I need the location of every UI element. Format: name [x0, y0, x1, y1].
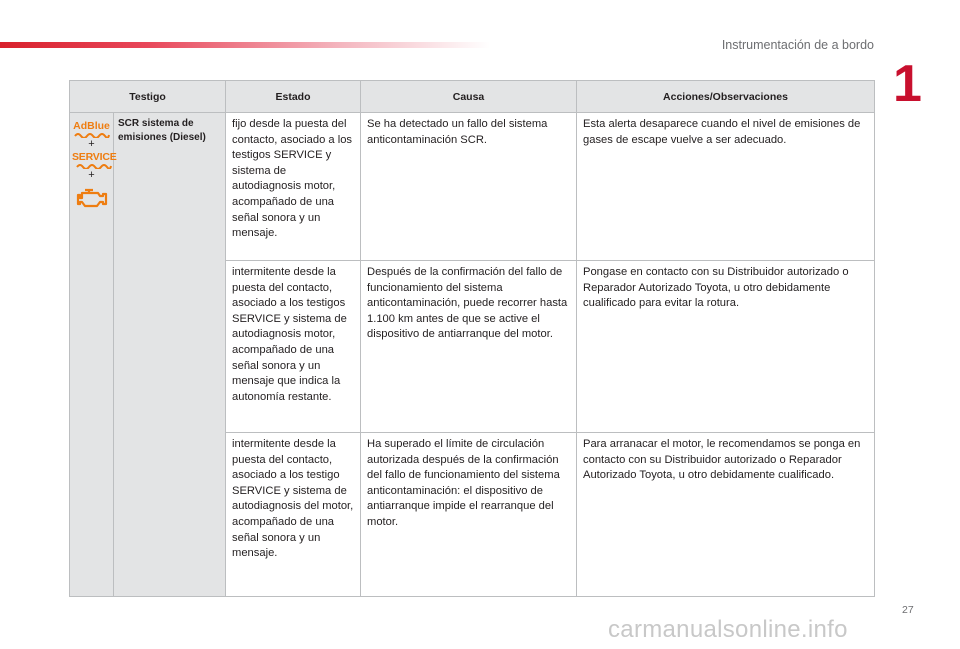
section-title: Instrumentación de a bordo — [721, 38, 874, 52]
acciones-cell: Pongase en contacto con su Distribuidor autorizado o Reparador Autorizado Toyota, u otro debidamente cualificado para evitar la rotura. — [577, 261, 875, 433]
estado-cell: intermitente desde la puesta del contacto, asociado a los testigos SERVICE y sistema de autodiagnosis motor, acompañado de una señal sonora y un mensaje que indica la autonomía restante. — [226, 261, 361, 433]
acciones-cell: Para arranacar el motor, le recomendamos se ponga en contacto con su Distribuidor autorizado o Reparador Autorizado Toyota, u otro debidamente cualificado. — [577, 433, 875, 597]
plus-sign: + — [88, 169, 95, 181]
causa-cell: Se ha detectado un fallo del sistema anticontaminación SCR. — [361, 113, 577, 261]
acciones-cell: Esta alerta desaparece cuando el nivel de emisiones de gases de escape vuelve a ser adecuado. — [577, 113, 875, 261]
column-header-causa: Causa — [361, 81, 577, 113]
plus-sign: + — [88, 138, 95, 150]
header-accent-bar — [0, 42, 490, 48]
causa-cell: Ha superado el límite de circulación autorizada después de la confirmación del fallo de funcionamiento del sistema anticontaminación: el dispositivo de antiarranque impide el rearranque del motor. — [361, 433, 577, 597]
estado-cell: intermitente desde la puesta del contacto, asociado a los testigo SERVICE y sistema de autodiagnosis del motor, acompañado de una señal sonora y un mensaje. — [226, 433, 361, 597]
page-number: 27 — [902, 604, 914, 616]
chapter-number: 1 — [893, 55, 922, 113]
watermark: carmanualsonline.info — [608, 616, 848, 643]
engine-icon — [76, 187, 108, 209]
indicator-name: SCR sistema de emisiones (Diesel) — [114, 113, 226, 597]
warning-lights-table — [69, 80, 875, 597]
service-icon — [72, 152, 117, 169]
table-header-row — [70, 81, 875, 113]
service-label: SERVICE — [72, 151, 117, 163]
estado-cell: fijo desde la puesta del contacto, asociado a los testigos SERVICE y sistema de autodiagnosis motor, acompañado de una señal sonora y un mensaje. — [226, 113, 361, 261]
adblue-icon — [73, 121, 110, 138]
column-header-acciones: Acciones/Observaciones — [577, 81, 875, 113]
column-header-testigo: Testigo — [70, 81, 226, 113]
causa-cell: Después de la confirmación del fallo de funcionamiento del sistema anticontaminación, puede recorrer hasta 1.100 km antes de que se active el dispositivo de antiarranque del motor. — [361, 261, 577, 433]
table-row — [70, 113, 875, 261]
column-header-estado: Estado — [226, 81, 361, 113]
adblue-label: AdBlue — [73, 120, 110, 132]
indicator-icons-cell — [70, 113, 117, 597]
